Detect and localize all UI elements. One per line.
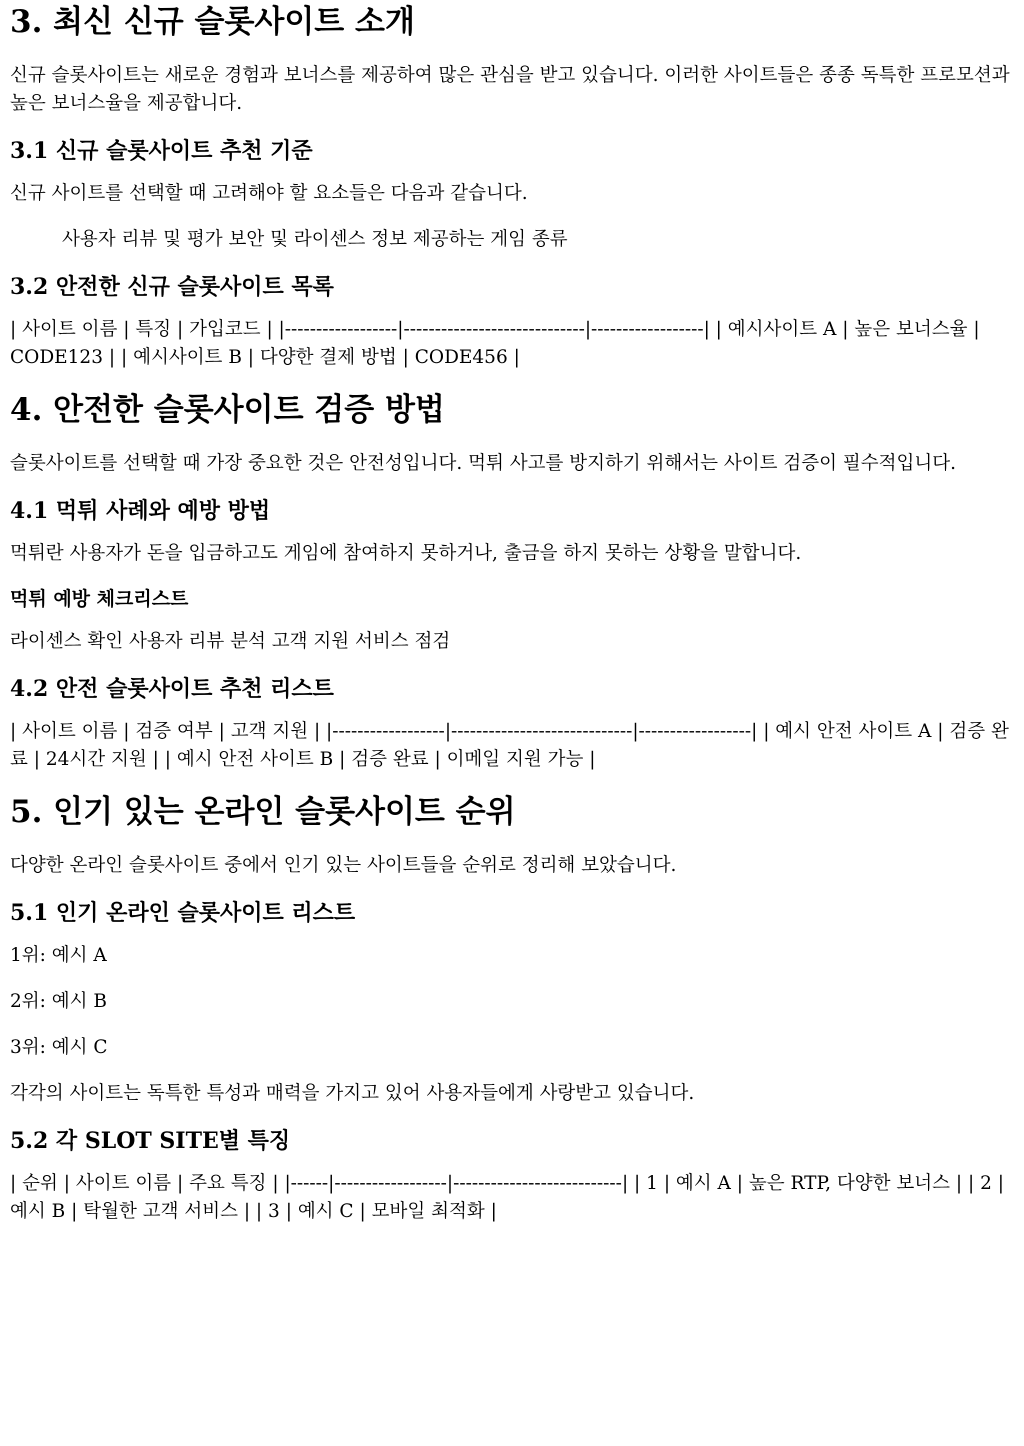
checklist-items: 라이센스 확인 사용자 리뷰 분석 고객 지원 서비스 점검: [10, 631, 451, 652]
section-5-2-heading: 5.2 각 SLOT SITE별 특징: [10, 1128, 291, 1154]
section-5-intro: 다양한 온라인 슬롯사이트 중에서 인기 있는 사이트들을 순위로 정리해 보았습니다.: [10, 855, 677, 876]
section-3-1-heading: 3.1 신규 슬롯사이트 추천 기준: [10, 138, 313, 164]
section-3-2-table-text: | 사이트 이름 | 특징 | 가입코드 | |------------------|-----------------------------|------------------| | 예시사이트 A | 높은 보너스율 | CODE123 | | 예시사이트 B | 다양한 결제 방법 | CODE456 |: [10, 319, 980, 368]
section-4-2-table-text: | 사이트 이름 | 검증 여부 | 고객 지원 | |------------------|-----------------------------|------------------| | 예시 안전 사이트 A | 검증 완료 | 24시간 지원 | | 예시 안전 사이트 B | 검증 완료 | 이메일 지원 가능 |: [10, 721, 1009, 770]
section-5-2-table-text: | 순위 | 사이트 이름 | 주요 특징 | |------|------------------|---------------------------| | 1 | 예시 A | 높은 RTP, 다양한 보너스 | | 2 | 예시 B | 탁월한 고객 서비스 | | 3 | 예시 C | 모바일 최적화 |: [10, 1173, 1005, 1222]
section-5-1-text: 각각의 사이트는 독특한 특성과 매력을 가지고 있어 사용자들에게 사랑받고 있습니다.: [10, 1083, 695, 1104]
section-4-heading: 4. 안전한 슬롯사이트 검증 방법: [10, 392, 445, 428]
rank-item-1: 1위: 예시 A: [10, 945, 107, 966]
section-5-1-heading: 5.1 인기 온라인 슬롯사이트 리스트: [10, 900, 356, 926]
section-3-2-heading: 3.2 안전한 신규 슬롯사이트 목록: [10, 274, 334, 300]
rank-item-3: 3위: 예시 C: [10, 1037, 108, 1058]
checklist-heading: 먹튀 예방 체크리스트: [10, 588, 189, 610]
section-4-2-heading: 4.2 안전 슬롯사이트 추천 리스트: [10, 676, 334, 702]
section-4-intro: 슬롯사이트를 선택할 때 가장 중요한 것은 안전성입니다. 먹튀 사고를 방지하기 위해서는 사이트 검증이 필수적입니다.: [10, 453, 957, 474]
section-3-1-criteria: 사용자 리뷰 및 평가 보안 및 라이센스 정보 제공하는 게임 종류: [62, 229, 568, 250]
section-3-intro: 신규 슬롯사이트는 새로운 경험과 보너스를 제공하여 많은 관심을 받고 있습니다. 이러한 사이트들은 종종 독특한 프로모션과 높은 보너스율을 제공합니다.: [10, 65, 1010, 114]
section-4-1-heading: 4.1 먹튀 사례와 예방 방법: [10, 498, 271, 524]
section-5-heading: 5. 인기 있는 온라인 슬롯사이트 순위: [10, 794, 516, 830]
section-4-1-text: 먹튀란 사용자가 돈을 입금하고도 게임에 참여하지 못하거나, 출금을 하지 못하는 상황을 말합니다.: [10, 543, 802, 564]
section-3-heading: 3. 최신 신규 슬롯사이트 소개: [10, 4, 415, 40]
rank-item-2: 2위: 예시 B: [10, 991, 107, 1012]
section-3-1-text: 신규 사이트를 선택할 때 고려해야 할 요소들은 다음과 같습니다.: [10, 183, 528, 204]
